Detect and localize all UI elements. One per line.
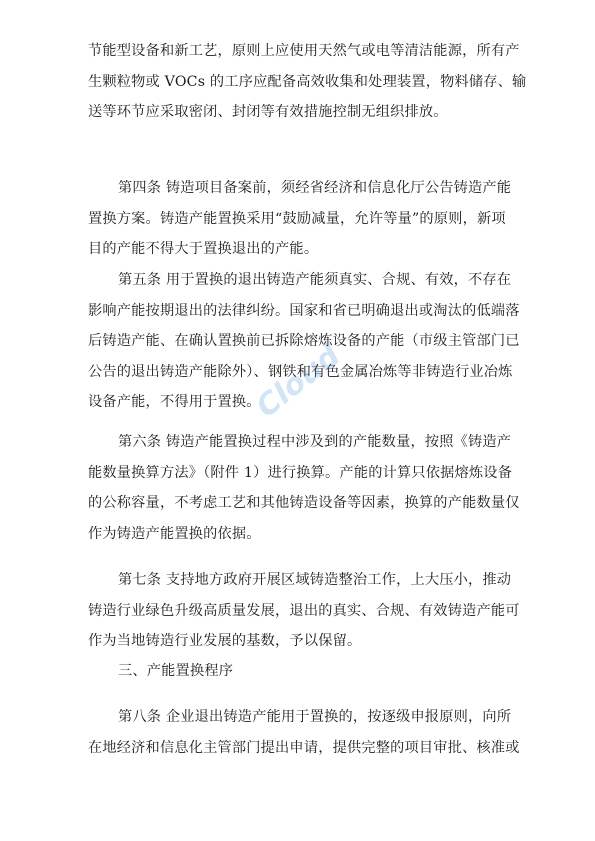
text-line: 第五条 用于置换的退出铸造产能须真实、合规、有效，不存在 <box>118 272 512 288</box>
heading-text: 三、产能置换程序 <box>118 663 234 679</box>
text-line: 设备产能，不得用于置换。 <box>88 394 261 410</box>
text-line: 公告的退出铸造产能除外）、钢铁和有色金属冶炼等非铸造行业冶炼 <box>88 363 513 380</box>
text-line: 目的产能不得大于置换退出的产能。 <box>88 241 319 257</box>
watermark-text: Cloud <box>249 338 347 425</box>
paragraph-article-6 <box>88 427 520 549</box>
paragraph-article-7 <box>88 565 520 657</box>
text-line: 置换方案。铸造产能置换采用“鼓励减量，允许等量”的原则，新项 <box>88 210 506 227</box>
text-line: 节能型设备和新工艺，原则上应使用天然气或电等清洁能源，所有产 <box>88 43 520 59</box>
paragraph-article-4 <box>88 173 516 265</box>
paragraph-p1 <box>88 36 527 128</box>
paragraph-article-8 <box>88 702 520 763</box>
text-line: 第四条 铸造项目备案前，须经省经济和信息化厅公告铸造产能 <box>118 180 512 196</box>
text-line: 影响产能按期退出的法律纠纷。国家和省已明确退出或淘汰的低端落 <box>88 302 520 319</box>
text-line: 第六条 铸造产能置换过程中涉及到的产能数量，按照《铸造产 <box>118 434 512 450</box>
text-line: 铸造行业绿色升级高质量发展，退出的真实、合规、有效铸造产能可 <box>88 602 520 619</box>
paragraph-article-5 <box>88 265 520 418</box>
text-line: 生颗粒物或 VOCs 的工序应配备高效收集和处理装置，物料储存、输 <box>88 73 527 90</box>
text-line: 送等环节应采取密闭、封闭等有效措施控制无组织排放。 <box>88 104 448 120</box>
text-line: 的公称容量，不考虑工艺和其他铸造设备等因素，换算的产能数量仅 <box>88 495 520 511</box>
text-line: 在地经济和信息化主管部门提出申请，提供完整的项目审批、核准或 <box>88 739 520 756</box>
section-heading <box>88 656 516 687</box>
text-line: 作为当地铸造行业发展的基数，予以保留。 <box>88 633 362 649</box>
text-line: 第八条 企业退出铸造产能用于置换的，按逐级申报原则，向所 <box>118 709 512 725</box>
text-line: 后铸造产能、在确认置换前已拆除熔炼设备的产能（市级主管部门已 <box>88 333 520 349</box>
text-line: 作为铸造产能置换的依据。 <box>88 525 261 542</box>
text-line: 能数量换算方法》（附件 1）进行换算。产能的计算只依据熔炼设备 <box>88 464 513 481</box>
text-line: 第七条 支持地方政府开展区域铸造整治工作，上大压小，推动 <box>118 572 512 588</box>
